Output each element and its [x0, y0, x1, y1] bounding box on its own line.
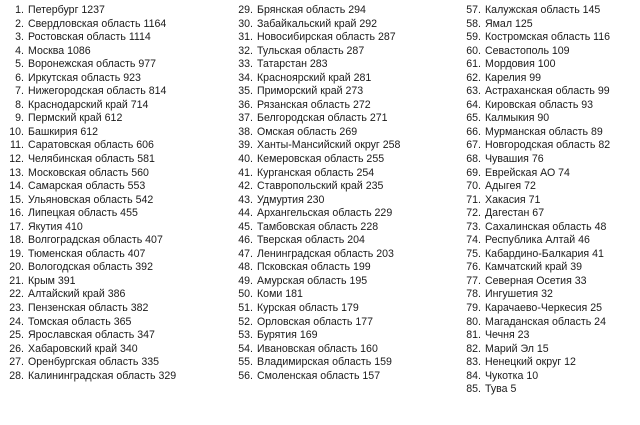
- list-item: [6, 112, 228, 126]
- list-item-text: Карелия 99: [485, 71, 542, 84]
- list-item-number: 79.: [466, 302, 481, 315]
- list-item: [6, 58, 228, 72]
- list-item-number: 62.: [466, 71, 481, 84]
- list-item: [463, 261, 638, 275]
- list-item: [463, 58, 638, 72]
- list-item-number: 35.: [238, 85, 253, 98]
- list-item-text: Кемеровская область 255: [257, 153, 385, 166]
- list-item-number: 53.: [238, 329, 253, 342]
- list-item: [6, 18, 228, 32]
- list-item-number: 68.: [466, 153, 481, 166]
- list-item: [6, 139, 228, 153]
- list-item-text: Челябинская область 581: [28, 153, 155, 166]
- list-item-text: Карачаево-Черкесия 25: [485, 302, 603, 315]
- list-item: [463, 383, 638, 397]
- list-item-text: Орловская область 177: [257, 315, 374, 328]
- list-item: [235, 4, 457, 18]
- list-item: [463, 194, 638, 208]
- list-item-text: Адыгея 72: [485, 180, 536, 193]
- list-item-text: Кабардино-Балкария 41: [485, 247, 604, 260]
- list-item-number: 55.: [238, 356, 253, 369]
- list-item-text: Костромская область 116: [485, 31, 611, 44]
- list-item-text: Башкирия 612: [28, 125, 99, 138]
- list-item-number: 80.: [466, 315, 481, 328]
- list-item: [6, 126, 228, 140]
- region-list-column-3: [463, 4, 638, 397]
- list-item-number: 57.: [466, 4, 481, 16]
- list-item-text: Удмуртия 230: [257, 193, 325, 206]
- list-item: [235, 194, 457, 208]
- list-item: [6, 370, 228, 384]
- list-item: [235, 99, 457, 113]
- list-item: [463, 356, 638, 370]
- list-item-number: 7.: [15, 85, 24, 98]
- list-item-number: 28.: [9, 369, 24, 382]
- list-item-number: 43.: [238, 193, 253, 206]
- list-item: [235, 18, 457, 32]
- list-item-text: Владимирская область 159: [257, 356, 392, 369]
- list-item: [235, 234, 457, 248]
- list-item-number: 20.: [9, 261, 24, 274]
- list-item: [235, 180, 457, 194]
- list-item-text: Новгородская область 82: [485, 139, 611, 152]
- list-item: [235, 302, 457, 316]
- list-item: [235, 112, 457, 126]
- list-item: [463, 167, 638, 181]
- list-item-text: Новосибирская область 287: [257, 31, 396, 44]
- list-item: [463, 139, 638, 153]
- list-item-number: 29.: [238, 4, 253, 16]
- list-item: [235, 45, 457, 59]
- list-item: [235, 167, 457, 181]
- list-item: [6, 275, 228, 289]
- list-item-text: Воронежская область 977: [28, 58, 157, 71]
- list-item: [235, 31, 457, 45]
- list-item: [6, 4, 228, 18]
- list-item: [463, 85, 638, 99]
- list-item: [6, 180, 228, 194]
- list-item-number: 49.: [238, 274, 253, 287]
- list-item: [463, 4, 638, 18]
- list-item-text: Свердловская область 1164: [28, 17, 167, 30]
- list-item-number: 16.: [9, 207, 24, 220]
- list-item: [463, 288, 638, 302]
- list-item: [6, 207, 228, 221]
- list-item-text: Саратовская область 606: [28, 139, 154, 152]
- list-item-number: 77.: [466, 274, 481, 287]
- list-item: [235, 343, 457, 357]
- list-item: [235, 288, 457, 302]
- list-item-text: Ставропольский край 235: [257, 180, 384, 193]
- list-item-text: Чувашия 76: [485, 153, 544, 166]
- list-item-number: 24.: [9, 315, 24, 328]
- list-item-number: 41.: [238, 166, 253, 179]
- list-item-number: 26.: [9, 342, 24, 355]
- list-item-text: Тува 5: [485, 383, 517, 396]
- list-item: [235, 153, 457, 167]
- list-item-text: Нижегородская область 814: [28, 85, 167, 98]
- list-item: [235, 72, 457, 86]
- list-item-text: Приморский край 273: [257, 85, 364, 98]
- list-item-text: Республика Алтай 46: [485, 234, 590, 247]
- list-item-text: Вологодская область 392: [28, 261, 153, 274]
- list-item-text: Коми 181: [257, 288, 303, 301]
- list-item-number: 84.: [466, 369, 481, 382]
- list-item-number: 12.: [9, 153, 24, 166]
- list-item-text: Псковская область 199: [257, 261, 371, 274]
- list-item-text: Тульская область 287: [257, 44, 365, 57]
- list-item: [463, 153, 638, 167]
- list-item-text: Ивановская область 160: [257, 342, 378, 355]
- list-item-text: Сахалинская область 48: [485, 220, 607, 233]
- list-item-text: Курская область 179: [257, 302, 359, 315]
- list-item-number: 9.: [15, 112, 24, 125]
- list-item-text: Мордовия 100: [485, 58, 556, 71]
- list-item-number: 83.: [466, 356, 481, 369]
- list-item-number: 27.: [9, 356, 24, 369]
- list-item-number: 15.: [9, 193, 24, 206]
- list-item-text: Волгоградская область 407: [28, 234, 163, 247]
- list-item-text: Москва 1086: [28, 44, 91, 57]
- list-item: [463, 343, 638, 357]
- region-list-column-1: [6, 4, 228, 383]
- list-item-text: Архангельская область 229: [257, 207, 393, 220]
- list-item-text: Ненецкий округ 12: [485, 356, 576, 369]
- list-item: [6, 45, 228, 59]
- list-item-number: 37.: [238, 112, 253, 125]
- list-item-text: Калининградская область 329: [28, 369, 177, 382]
- list-item: [6, 234, 228, 248]
- list-item-text: Марий Эл 15: [485, 342, 549, 355]
- list-item-text: Крым 391: [28, 274, 76, 287]
- list-item-number: 67.: [466, 139, 481, 152]
- list-item: [235, 58, 457, 72]
- list-item-number: 56.: [238, 369, 253, 382]
- list-item-number: 82.: [466, 342, 481, 355]
- list-item: [6, 316, 228, 330]
- list-item: [6, 261, 228, 275]
- list-item-number: 34.: [238, 71, 253, 84]
- list-item-number: 61.: [466, 58, 481, 71]
- list-item: [6, 167, 228, 181]
- list-item-number: 65.: [466, 112, 481, 125]
- list-item-text: Пензенская область 382: [28, 302, 149, 315]
- list-item-number: 32.: [238, 44, 253, 57]
- list-item-text: Кировская область 93: [485, 98, 594, 111]
- list-item-number: 78.: [466, 288, 481, 301]
- list-item-number: 52.: [238, 315, 253, 328]
- list-item: [6, 343, 228, 357]
- list-item-number: 10.: [9, 125, 24, 138]
- list-item-text: Севастополь 109: [485, 44, 570, 57]
- list-item: [463, 207, 638, 221]
- list-item-text: Калужская область 145: [485, 4, 601, 16]
- list-item-number: 2.: [15, 17, 24, 30]
- list-item-text: Забайкальский край 292: [257, 17, 378, 30]
- list-item-text: Алтайский край 386: [28, 288, 126, 301]
- list-item-number: 36.: [238, 98, 253, 111]
- list-item-text: Самарская область 553: [28, 180, 146, 193]
- list-item: [463, 126, 638, 140]
- list-item-number: 76.: [466, 261, 481, 274]
- list-item-text: Камчатский край 39: [485, 261, 583, 274]
- list-item: [235, 316, 457, 330]
- list-item-text: Амурская область 195: [257, 274, 368, 287]
- list-item: [463, 45, 638, 59]
- list-item-number: 3.: [15, 31, 24, 44]
- list-item-number: 66.: [466, 125, 481, 138]
- list-item: [6, 288, 228, 302]
- list-item: [463, 302, 638, 316]
- list-item: [235, 370, 457, 384]
- list-item-number: 11.: [10, 139, 24, 152]
- list-item-text: Астраханская область 99: [485, 85, 610, 98]
- list-item-text: Хакасия 71: [485, 193, 541, 206]
- list-item-number: 63.: [466, 85, 481, 98]
- list-item-number: 46.: [238, 234, 253, 247]
- list-item: [463, 316, 638, 330]
- list-item-number: 4.: [15, 44, 24, 57]
- list-item-text: Мурманская область 89: [485, 125, 603, 138]
- list-item-number: 42.: [238, 180, 253, 193]
- list-item-text: Оренбургская область 335: [28, 356, 159, 369]
- list-item-text: Якутия 410: [28, 220, 83, 233]
- list-item-number: 8.: [15, 98, 24, 111]
- list-item-number: 17.: [9, 220, 24, 233]
- list-item-number: 21.: [9, 274, 24, 287]
- list-item: [235, 85, 457, 99]
- list-item: [6, 31, 228, 45]
- list-item: [6, 329, 228, 343]
- list-item-number: 33.: [238, 58, 253, 71]
- list-item-text: Северная Осетия 33: [485, 274, 587, 287]
- list-item-number: 1.: [15, 4, 24, 16]
- list-item: [6, 248, 228, 262]
- list-item-number: 19.: [9, 247, 24, 260]
- list-item: [6, 153, 228, 167]
- list-item: [463, 31, 638, 45]
- list-item: [6, 85, 228, 99]
- list-item-text: Ульяновская область 542: [28, 193, 154, 206]
- list-item-number: 39.: [238, 139, 253, 152]
- list-item-number: 25.: [9, 329, 24, 342]
- list-item: [235, 207, 457, 221]
- list-item-number: 74.: [466, 234, 481, 247]
- list-item-text: Тюменская область 407: [28, 247, 146, 260]
- list-item-number: 69.: [466, 166, 481, 179]
- list-item-text: Ханты-Мансийский округ 258: [257, 139, 401, 152]
- list-item-number: 60.: [466, 44, 481, 57]
- list-item: [463, 18, 638, 32]
- list-item-number: 40.: [238, 153, 253, 166]
- list-item: [6, 356, 228, 370]
- list-item-number: 47.: [238, 247, 253, 260]
- list-item-text: Брянская область 294: [257, 4, 366, 16]
- list-item-text: Тверская область 204: [257, 234, 365, 247]
- list-item-number: 22.: [9, 288, 24, 301]
- list-item-text: Ингушетия 32: [485, 288, 553, 301]
- list-item-text: Московская область 560: [28, 166, 149, 179]
- list-item-number: 81.: [466, 329, 481, 342]
- list-item-number: 18.: [9, 234, 24, 247]
- list-item-number: 58.: [466, 17, 481, 30]
- list-item: [235, 275, 457, 289]
- list-item-text: Чечня 23: [485, 329, 530, 342]
- list-item-text: Петербург 1237: [28, 4, 105, 16]
- list-item-number: 23.: [9, 302, 24, 315]
- list-item-number: 73.: [466, 220, 481, 233]
- list-item-number: 71.: [466, 193, 481, 206]
- list-item-text: Калмыкия 90: [485, 112, 550, 125]
- list-item-text: Дагестан 67: [485, 207, 545, 220]
- list-item-number: 30.: [238, 17, 253, 30]
- list-item: [6, 72, 228, 86]
- list-item-text: Красноярский край 281: [257, 71, 372, 84]
- list-item-number: 64.: [466, 98, 481, 111]
- list-item-number: 75.: [466, 247, 481, 260]
- list-item: [463, 234, 638, 248]
- list-item-text: Тамбовская область 228: [257, 220, 379, 233]
- list-item: [463, 99, 638, 113]
- list-item-text: Еврейская АО 74: [485, 166, 570, 179]
- list-item-text: Смоленская область 157: [257, 369, 381, 382]
- list-item: [463, 221, 638, 235]
- list-item: [463, 72, 638, 86]
- list-item: [235, 329, 457, 343]
- list-item-text: Томская область 365: [28, 315, 132, 328]
- list-item-text: Магаданская область 24: [485, 315, 606, 328]
- list-item: [235, 261, 457, 275]
- list-item-text: Омская область 269: [257, 125, 358, 138]
- list-item-number: 54.: [238, 342, 253, 355]
- list-item-text: Пермский край 612: [28, 112, 123, 125]
- list-item-text: Курганская область 254: [257, 166, 375, 179]
- list-item: [463, 180, 638, 194]
- list-item-number: 51.: [238, 302, 253, 315]
- list-item-text: Татарстан 283: [257, 58, 328, 71]
- list-item-number: 31.: [238, 31, 253, 44]
- list-item-number: 6.: [15, 71, 24, 84]
- list-item: [463, 248, 638, 262]
- list-item-text: Ярославская область 347: [28, 329, 155, 342]
- list-item-text: Ямал 125: [485, 17, 533, 30]
- list-item-text: Иркутская область 923: [28, 71, 141, 84]
- list-item: [6, 221, 228, 235]
- list-item-number: 44.: [238, 207, 253, 220]
- list-item-text: Хабаровский край 340: [28, 342, 138, 355]
- list-item: [235, 248, 457, 262]
- list-item-number: 72.: [466, 207, 481, 220]
- list-item-number: 50.: [238, 288, 253, 301]
- list-item-text: Ростовская область 1114: [28, 31, 151, 44]
- list-item: [235, 356, 457, 370]
- list-item: [235, 221, 457, 235]
- list-item: [463, 370, 638, 384]
- region-list-column-2: [235, 4, 457, 383]
- list-item-number: 70.: [466, 180, 481, 193]
- list-item-number: 45.: [238, 220, 253, 233]
- list-item-number: 5.: [15, 58, 24, 71]
- list-item: [463, 329, 638, 343]
- list-item-text: Краснодарский край 714: [28, 98, 149, 111]
- list-item-number: 59.: [466, 31, 481, 44]
- list-item: [235, 126, 457, 140]
- list-item: [463, 112, 638, 126]
- list-item-number: 13.: [9, 166, 24, 179]
- list-item-text: Белгородская область 271: [257, 112, 388, 125]
- list-item-number: 38.: [238, 125, 253, 138]
- list-item-text: Ленинградская область 203: [257, 247, 394, 260]
- list-item-number: 14.: [9, 180, 24, 193]
- list-item-number: 85.: [466, 383, 481, 396]
- list-item: [6, 302, 228, 316]
- list-item: [6, 194, 228, 208]
- list-item: [235, 139, 457, 153]
- list-item-text: Липецкая область 455: [28, 207, 138, 220]
- list-item: [6, 99, 228, 113]
- list-item-number: 48.: [238, 261, 253, 274]
- list-item-text: Рязанская область 272: [257, 98, 371, 111]
- list-item-text: Чукотка 10: [485, 369, 539, 382]
- list-item: [463, 275, 638, 289]
- list-item-text: Бурятия 169: [257, 329, 318, 342]
